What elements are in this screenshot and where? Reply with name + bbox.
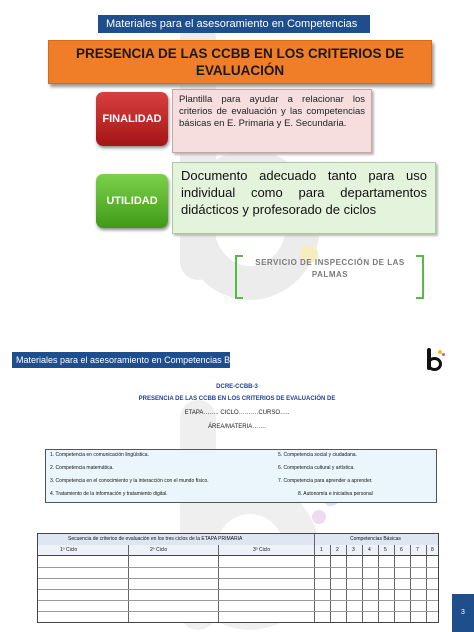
criterios-table <box>37 533 439 623</box>
page-number: 3 <box>452 594 474 632</box>
servicio-text: SERVICIO DE INSPECCIÓN DE LAS PALMAS <box>255 258 405 279</box>
comp-num-8: 8 <box>431 547 434 553</box>
slide1-title-line2: EVALUACIÓN <box>195 63 285 78</box>
table-header-left: Secuencia de criterios de evaluación en los tres ciclos de la ETAPA PRIMARIA <box>68 536 243 542</box>
competencia-4: 4. Tratamiento de la información y tratamiento digital. <box>50 491 168 497</box>
comp-num-4: 4 <box>368 547 371 553</box>
row-divider <box>38 600 438 601</box>
competencia-3: 3. Competencia en el conocimiento y la interacción con el mundo físico. <box>50 478 209 484</box>
slide1-title <box>49 41 431 79</box>
row-divider <box>38 567 438 568</box>
finalidad-description: Plantilla para ayudar a relacionar los criterios de evaluación y las competencias básicas en E. Primaria y E. Secundaria. <box>172 89 372 153</box>
slide1-title-box <box>48 40 432 84</box>
utilidad-label: UTILIDAD <box>96 174 168 228</box>
doc-code: DCRE-CCBB-3 <box>216 384 258 390</box>
comp-num-6: 6 <box>400 547 403 553</box>
doc-title: PRESENCIA DE LAS CCBB EN LOS CRITERIOS DE EVALUACIÓN DE <box>138 396 336 402</box>
comp-num-2: 2 <box>336 547 339 553</box>
table-header-right: Competencias Básicas <box>350 536 401 542</box>
etapa-line: ETAPA…….. CICLO……….CURSO….. <box>184 410 290 416</box>
slide1-header: Materiales para el asesoramiento en Competencias <box>98 15 370 33</box>
competencia-6: 6. Competencia cultural y artística. <box>278 465 355 471</box>
row-divider <box>38 578 438 579</box>
area-line: ÁREA/MATERIA……. <box>208 424 266 430</box>
ciclo-1: 1º Ciclo <box>60 547 78 553</box>
competencia-1: 1. Competencia en comunicación lingüística. <box>50 452 149 458</box>
utilidad-description: Documento adecuado tanto para uso individual como para departamentos didácticos y profesorado de ciclos <box>172 162 436 234</box>
competencias-table <box>45 449 437 503</box>
logo-b-small <box>424 348 446 372</box>
comp-num-7: 7 <box>416 547 419 553</box>
competencia-5: 5. Competencia social y ciudadana. <box>278 452 357 458</box>
comp-num-3: 3 <box>352 547 355 553</box>
competencia-7: 7. Competencia para aprender a aprender. <box>278 478 373 484</box>
ciclo-2: 2º Ciclo <box>150 547 168 553</box>
comp-num-1: 1 <box>320 547 323 553</box>
ciclo-3: 3º Ciclo <box>253 547 271 553</box>
competencia-2: 2. Competencia matemática. <box>50 465 114 471</box>
competencia-8: 8. Autonomía e iniciativa personal <box>298 491 373 497</box>
watermark-dot-purple <box>312 510 326 524</box>
row-divider <box>38 611 438 612</box>
slide1-title-line1: PRESENCIA DE LAS CCBB EN LOS CRITERIOS DE <box>75 46 405 61</box>
slide2-header: Materiales para el asesoramiento en Competencias Básicas <box>12 352 230 368</box>
comp-num-5: 5 <box>384 547 387 553</box>
finalidad-label: FINALIDAD <box>96 92 168 146</box>
row-divider <box>38 589 438 590</box>
